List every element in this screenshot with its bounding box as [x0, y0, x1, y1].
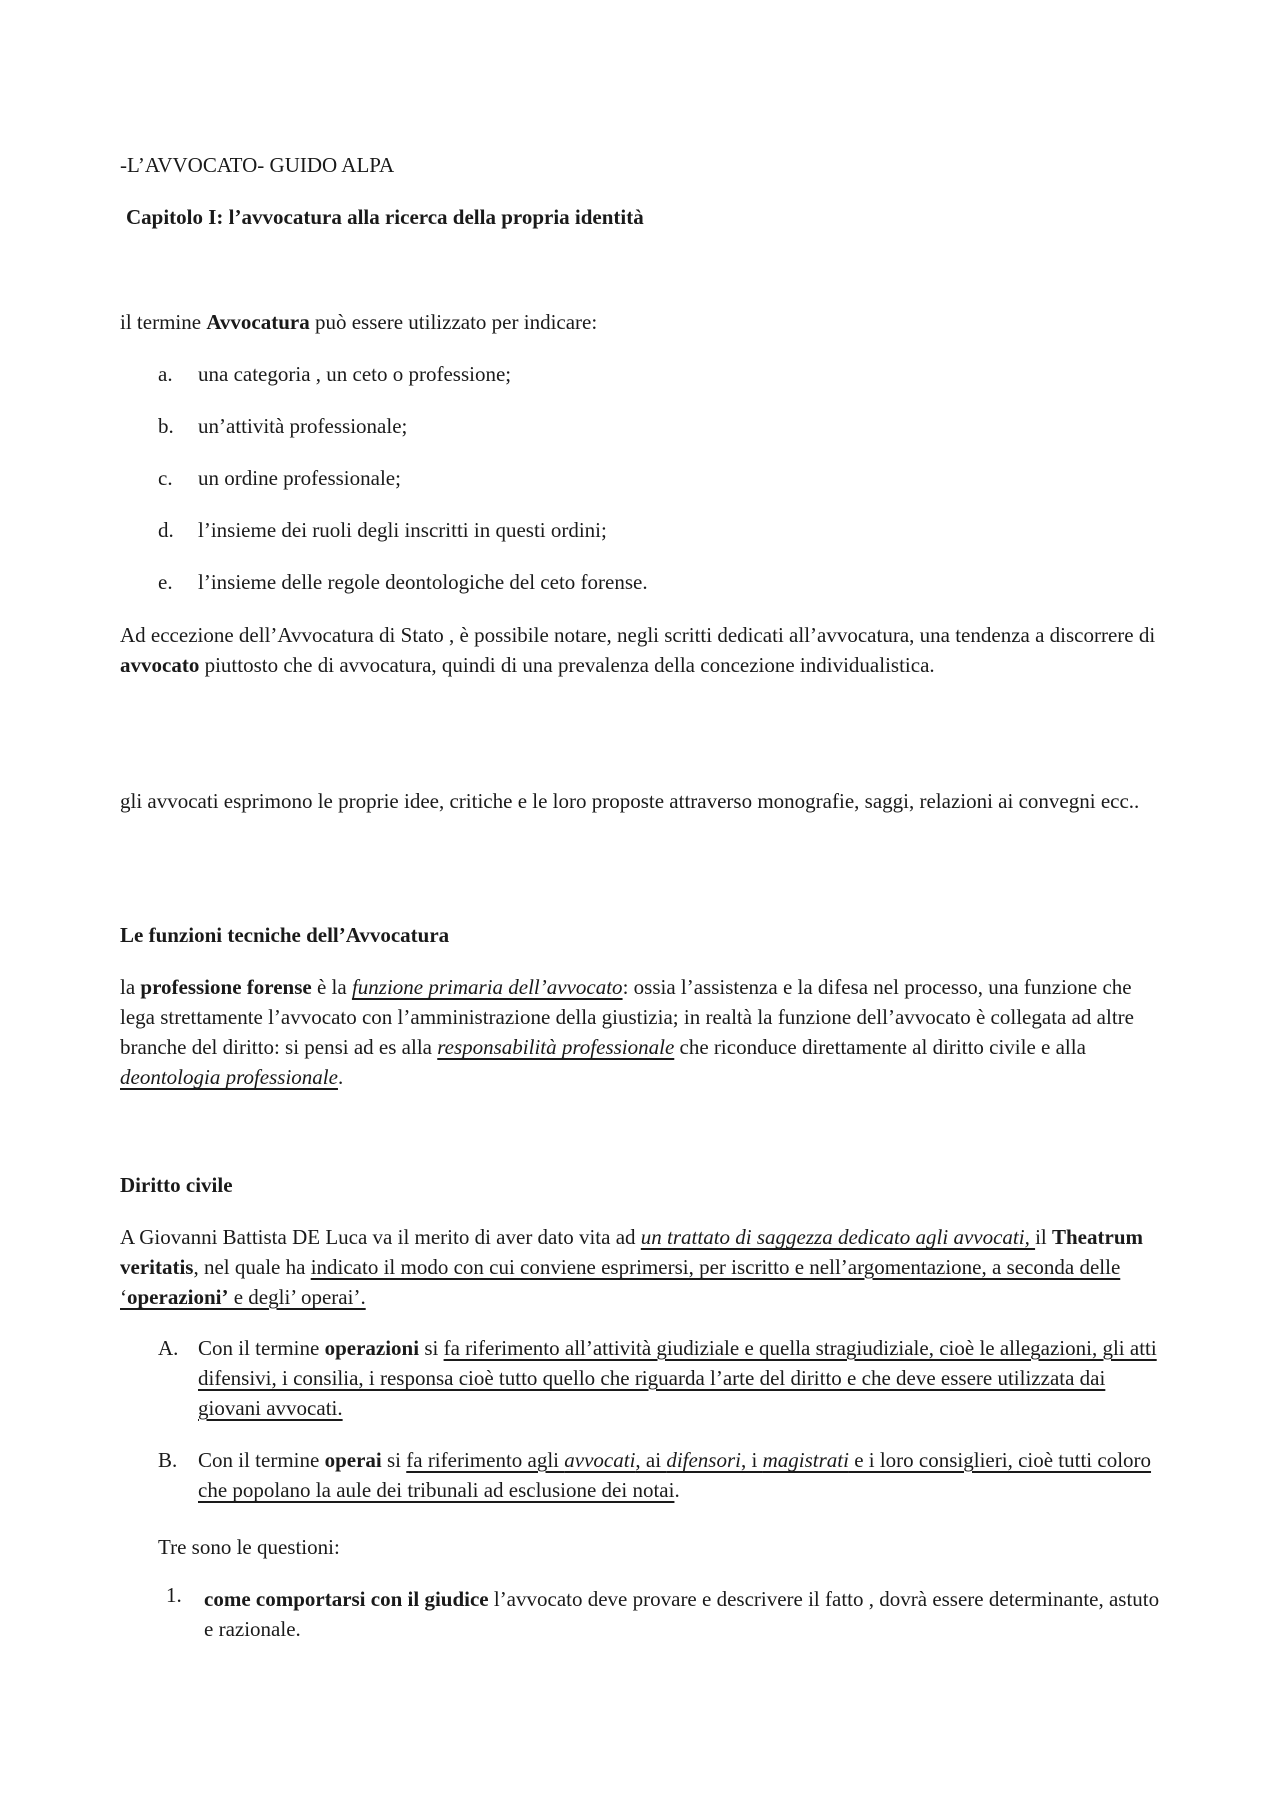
document-page: -L’AVVOCATO- GUIDO ALPA Capitolo I: l’avvocatura alla ricerca della propria identità il termine Avvocatura può essere utilizzato per indicare: a. una categoria , un ceto o professione; b. un’attività professionale; c. un ordine professionale; d. l’insieme dei ruoli degli inscritti in questi ordini; e. l’insieme delle regole deontologiche del ceto forense. Ad eccezione dell’Avvocatura di Stato , è possibile notare, negli scritti dedicati all’avvocatura, una tendenza a discorrere di avvocato piuttosto che di avvocatura, quindi di una prevalenza della concezione individualistica. gli avvocati esprimono le proprie idee, critiche e le loro proposte attraverso monografie, saggi, relazioni ai convegni ecc.. Le funzioni tecniche dell’Avvocatura la professione forense è la funzione primaria dell’avvocato: ossia l’assistenza e la difesa nel processo, una funzione che lega strettamente l’avvocato con l’amministrazione della giustizia; in realtà la funzione dell’avvocato è collegata ad altre branche del diritto: si pensi ad es alla responsabilità professionale che riconduce direttamente al diritto civile e alla deontologia professionale. Diritto civile A Giovanni Battista DE Luca va il merito di aver dato vita ad un trattato di saggezza dedicato agli avvocati, il Theatrum veritatis, nel quale ha indicato il modo con cui conviene esprimersi, per iscritto e nell’argomentazione, a seconda delle ‘operazioni’ e degli’ operai’. A. Con il termine operazioni si fa riferimento all’attività giudiziale e quella stragiudiziale, cioè le allegazioni, gli atti difensivi, i consilia, i responsa cioè tutto quello che riguarda l’arte del diritto e che deve essere utilizzata dai giovani avvocati. B. Con il termine operai si fa riferimento agli avvocati, ai difensori, i magistrati e i loro consiglieri, cioè tutti coloro che popolano la aule dei tribunali ad esclusione dei notai. Tre sono le questioni: 1. come comportarsi con il giudice l’avvocato deve provare e descrivere il fatto , dovrà essere determinante, astuto e razionale. [0, 0, 1280, 1811]
section-heading-funzioni: Le funzioni tecniche dell’Avvocatura [120, 923, 450, 947]
chapter-heading: Capitolo I: l’avvocatura alla ricerca della propria identità [126, 205, 644, 229]
paragraph-monografie: gli avvocati esprimono le proprie idee, critiche e le loro proposte attraverso monografie, saggi, relazioni ai convegni ecc.. [120, 789, 1140, 813]
paragraph-de-luca: A Giovanni Battista DE Luca va il merito di aver dato vita ad un trattato di saggezza dedicato agli avvocati, il Theatrum veritatis, nel quale ha indicato il modo con cui conviene esprimersi, per iscritto e nell’argomentazione, a seconda delle ‘operazioni’ e degli’ operai’. [120, 1225, 1143, 1309]
paragraph-intro: il termine Avvocatura può essere utilizzato per indicare: [120, 310, 598, 334]
document-title: -L’AVVOCATO- GUIDO ALPA [120, 153, 395, 177]
paragraph-avvocatura-stato: Ad eccezione dell’Avvocatura di Stato , è possibile notare, negli scritti dedicati all’avvocatura, una tendenza a discorrere di avvocato piuttosto che di avvocatura, quindi di una prevalenza della concezione individualistica. [120, 623, 1156, 677]
paragraph-professione-forense: la professione forense è la funzione primaria dell’avvocato: ossia l’assistenza e la difesa nel processo, una funzione che lega strettamente l’avvocato con l’amministrazione della giustizia; in realtà la funzione dell’avvocato è collegata ad altre branche del diritto: si pensi ad es alla responsabilità professionale che riconduce direttamente al diritto civile e alla deontologia professionale. [120, 975, 1134, 1089]
paragraph-questioni: Tre sono le questioni: [158, 1535, 340, 1559]
section-heading-diritto-civile: Diritto civile [120, 1173, 233, 1197]
